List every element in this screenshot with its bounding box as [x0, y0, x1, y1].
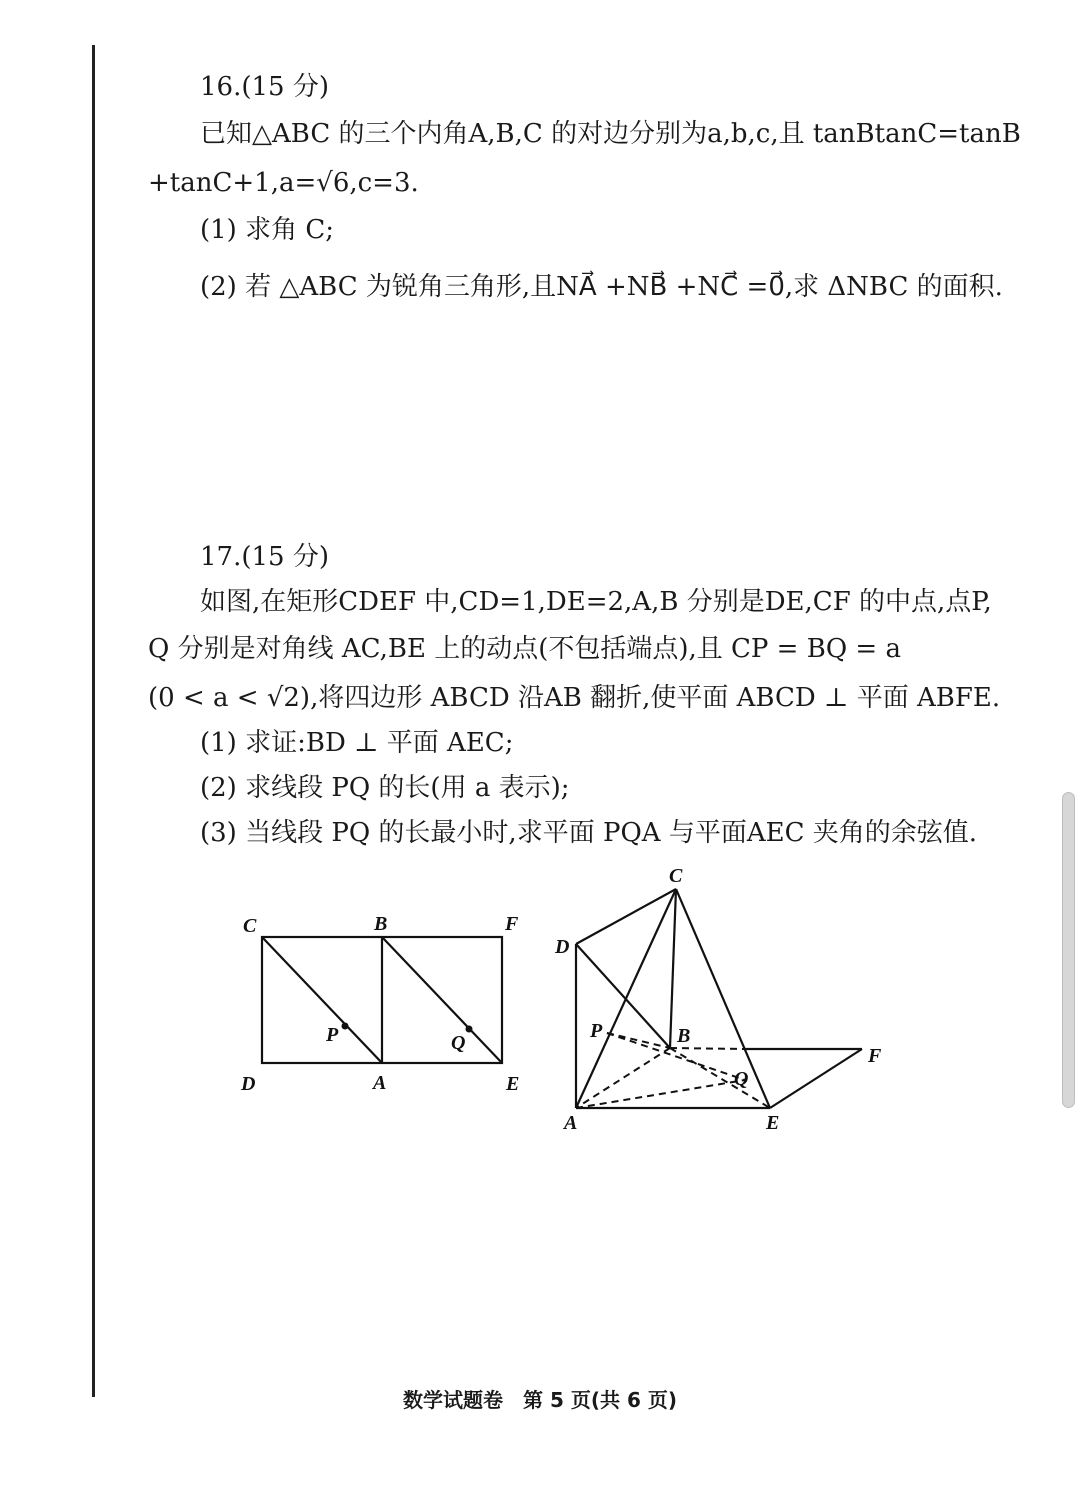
hidden-pb — [607, 1033, 670, 1048]
right-label-p: P — [590, 1020, 603, 1042]
problem-16-part-2: (2) 若 △ABC 为锐角三角形,且NA⃗ +NB⃗ +NC⃗ =0⃗,求 ΔNBC 的面积. — [200, 272, 1003, 302]
hidden-pq — [607, 1033, 745, 1080]
right-label-a: A — [564, 1112, 578, 1134]
vertical-scrollbar[interactable] — [1062, 792, 1075, 1108]
hidden-be — [670, 1048, 770, 1108]
point-q-dot — [466, 1026, 473, 1033]
hidden-aq — [576, 1080, 745, 1108]
figure-right-folded — [576, 889, 862, 1108]
problem-17-part-1: (1) 求证:BD ⊥ 平面 AEC; — [200, 728, 514, 758]
left-label-b: B — [374, 913, 388, 935]
left-label-f: F — [505, 913, 519, 935]
problem-17-text-line-2: Q 分别是对角线 AC,BE 上的动点(不包括端点),且 CP = BQ = a — [148, 634, 901, 664]
page-footer: 数学试题卷 第 5 页(共 6 页) — [403, 1388, 677, 1412]
problem-17-header: 17.(15 分) — [200, 542, 329, 572]
problem-17-part-2: (2) 求线段 PQ 的长(用 a 表示); — [200, 773, 570, 803]
problem-16-text-line-2: +tanC+1,a=√6,c=3. — [148, 168, 419, 198]
right-label-q: Q — [734, 1068, 749, 1090]
problem-16-text-line-1: 已知△ABC 的三个内角A,B,C 的对边分别为a,b,c,且 tanBtanC=tanB — [200, 119, 1021, 149]
problem-16-part-1: (1) 求角 C; — [200, 215, 335, 245]
edge-cb — [670, 889, 676, 1048]
edge-fe — [770, 1049, 862, 1108]
problem-16-header: 16.(15 分) — [200, 72, 329, 102]
problem-17-text-line-1: 如图,在矩形CDEF 中,CD=1,DE=2,A,B 分别是DE,CF 的中点,点P, — [200, 587, 992, 617]
left-label-q: Q — [451, 1032, 466, 1054]
right-label-d: D — [555, 936, 570, 958]
edge-dc — [576, 889, 676, 944]
diagonal-be — [382, 937, 502, 1063]
left-label-a: A — [373, 1072, 387, 1094]
diagonal-ac — [262, 937, 382, 1063]
right-label-f: F — [868, 1045, 882, 1067]
left-label-p: P — [326, 1024, 339, 1046]
hidden-bf — [670, 1048, 745, 1049]
figure-left-rectangle — [262, 937, 502, 1063]
point-p-dot — [342, 1023, 349, 1030]
problem-17-part-3: (3) 当线段 PQ 的长最小时,求平面 PQA 与平面AEC 夹角的余弦值. — [200, 818, 977, 848]
left-label-c: C — [243, 915, 257, 937]
right-label-c: C — [669, 865, 683, 887]
left-label-e: E — [506, 1073, 520, 1095]
right-label-b: B — [677, 1025, 691, 1047]
problem-17-text-line-3: (0 < a < √2),将四边形 ABCD 沿AB 翻折,使平面 ABCD ⊥ 平面 ABFE. — [148, 683, 1001, 713]
edge-ce — [676, 889, 770, 1108]
right-label-e: E — [766, 1112, 780, 1134]
left-label-d: D — [241, 1073, 256, 1095]
